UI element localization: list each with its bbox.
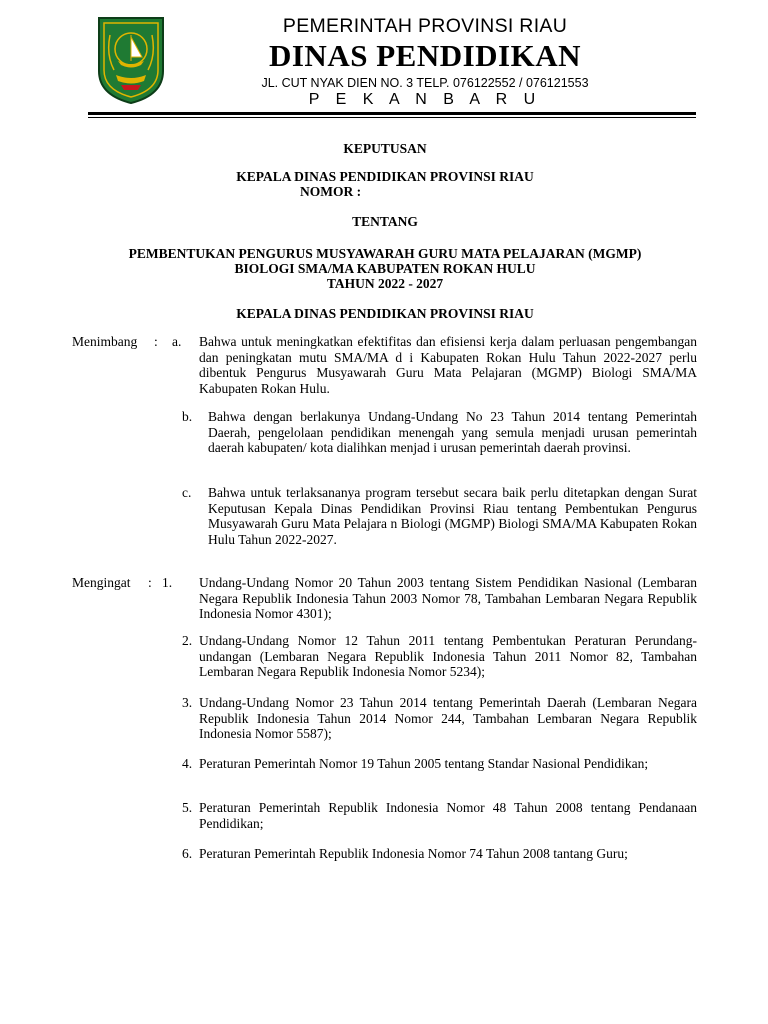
item-marker: b. (182, 409, 193, 424)
mengingat-item (182, 695, 697, 742)
letterhead-government: PEMERINTAH PROVINSI RIAU (282, 15, 568, 37)
menimbang-item (182, 485, 697, 547)
mengingat-item (182, 633, 697, 680)
riau-province-emblem-icon (96, 15, 166, 105)
item-marker: 5. (182, 800, 193, 815)
item-marker: 4. (182, 756, 193, 771)
item-text: Undang-Undang Nomor 12 Tahun 2011 tentang Pembentukan Peraturan Perundang- undangan (Lembaran Negara Republik Indonesia Tahun 2011 Nomor 82, Tambahan Lembaran Negara Republik Indonesia Nomor 5234); (199, 633, 697, 680)
item-text: Undang-Undang Nomor 20 Tahun 2003 tentang Sistem Pendidikan Nasional (Lembaran Negara Republik Indonesia Tahun 2003 Nomor 78, Tambahan Lembaran Negara Republik Indonesia Nomor 4301); (199, 575, 697, 622)
letterhead-rule-thin (88, 117, 696, 118)
item-text: Peraturan Pemerintah Nomor 19 Tahun 2005 tentang Standar Nasional Pendidikan; (199, 756, 649, 771)
item-marker: a. (172, 334, 182, 349)
title-nomor: NOMOR : (300, 184, 362, 199)
title-subject-line-3: TAHUN 2022 - 2027 (326, 276, 444, 291)
menimbang-label: Menimbang (72, 334, 138, 349)
item-text: Bahwa dengan berlakunya Undang-Undang No 23 Tahun 2014 tentang Pemerintah Daerah, pengelolaan pendidikan menengah yang semula menjadi urusan pemerintah daerah kabupaten/ kota dialihkan menjad i urusan pemerintah daerah provinsi. (208, 409, 697, 456)
title-issuer: KEPALA DINAS PENDIDIKAN PROVINSI RIAU (236, 169, 534, 184)
letterhead-address: JL. CUT NYAK DIEN NO. 3 TELP. 076122552 / 076121553 (261, 76, 589, 90)
letterhead-rule-thick (88, 112, 696, 115)
item-text: Bahwa untuk meningkatkan efektifitas dan efisiensi kerja dalam perluasan pengembangan dan peningkatan mutu SMA/MA d i Kabupaten Rokan Hulu Tahun 2022-2027 perlu dibentuk Pengurus Musyawarah Guru Mata Pelajaran (MGMP) Biologi SMA/MA Kabupaten Rokan Hulu. (199, 334, 697, 396)
item-text: Peraturan Pemerintah Republik Indonesia Nomor 48 Tahun 2008 tentang Pendanaan Pendidikan; (199, 800, 697, 831)
title-tentang: TENTANG (352, 214, 418, 229)
mengingat-item (182, 756, 697, 772)
menimbang-colon: : (154, 334, 158, 349)
letterhead-agency: DINAS PENDIDIKAN (268, 38, 581, 73)
mengingat-item (182, 846, 697, 862)
mengingat-item (182, 800, 697, 831)
menimbang-item (172, 334, 697, 396)
item-marker: 1. (162, 575, 173, 590)
mengingat-label: Mengingat (72, 575, 131, 590)
mengingat-item (162, 575, 697, 622)
item-text: Undang-Undang Nomor 23 Tahun 2014 tentang Pemerintah Daerah (Lembaran Negara Republik Indonesia Tahun 2014 Nomor 244, Tambahan Lembaran Negara Republik Indonesia Nomor 5587); (199, 695, 697, 742)
item-marker: 2. (182, 633, 193, 648)
item-text: Bahwa untuk terlaksananya program tersebut secara baik perlu ditetapkan dengan Surat Keputusan Kepala Dinas Pendidikan Provinsi Riau tentang Pembentukan Pengurus Musyawarah Guru Mata Pelajara n Biologi (MGMP) Biologi SMA/MA Kabupaten Rokan Hulu Tahun 2022-2027. (208, 485, 697, 547)
item-text: Peraturan Pemerintah Republik Indonesia Nomor 74 Tahun 2008 tantang Guru; (199, 846, 628, 861)
title-keputusan: KEPUTUSAN (343, 141, 427, 156)
mengingat-colon: : (148, 575, 152, 590)
title-subject-line-2: BIOLOGI SMA/MA KABUPATEN ROKAN HULU (234, 261, 536, 276)
title-subject-line-1: PEMBENTUKAN PENGURUS MUSYAWARAH GURU MATA PELAJARAN (MGMP) (128, 246, 642, 261)
item-marker: 6. (182, 846, 193, 861)
item-marker: c. (182, 485, 192, 500)
title-issuer-repeat: KEPALA DINAS PENDIDIKAN PROVINSI RIAU (236, 306, 534, 321)
menimbang-item (182, 409, 697, 456)
item-marker: 3. (182, 695, 193, 710)
letterhead-city: P E K A N B A R U (308, 91, 542, 108)
